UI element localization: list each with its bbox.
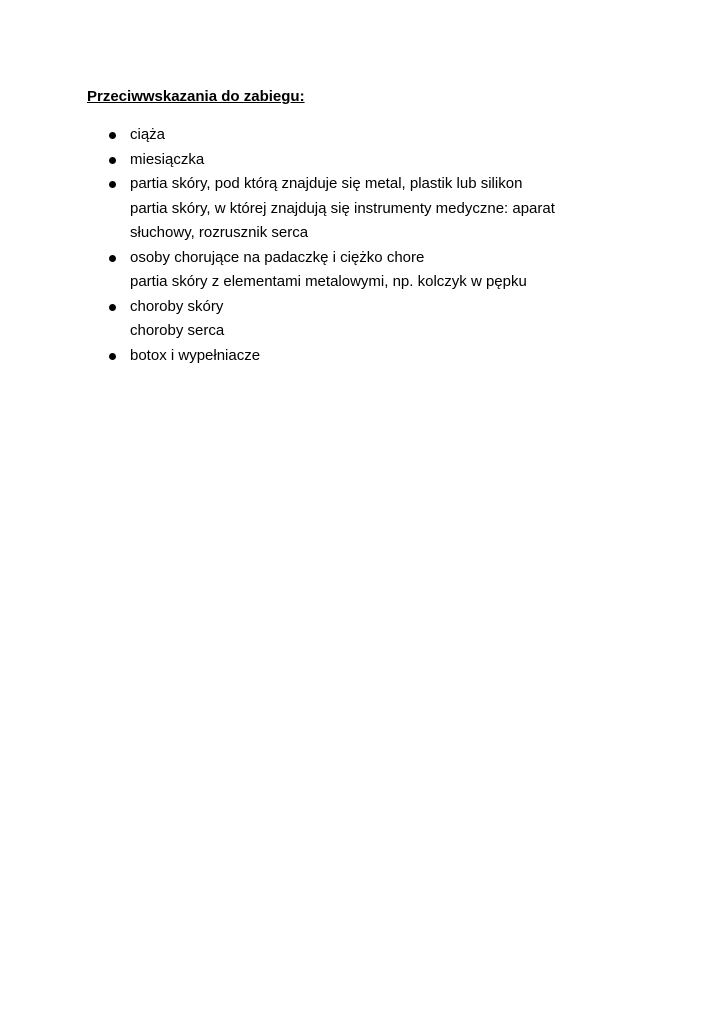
list-item-text: osoby chorujące na padaczkę i ciężko chore [130, 248, 425, 266]
bullet-icon [109, 255, 116, 262]
list-item-text: choroby skóry [130, 297, 224, 315]
list-item [0, 246, 600, 295]
list-item-text: partia skóry z elementami metalowymi, np. kolczyk w pępku [130, 273, 527, 290]
bullet-icon [109, 157, 116, 164]
list-item-text: choroby serca [130, 322, 225, 339]
list-item-text: botox i wypełniacze [130, 346, 261, 364]
list-item-text: miesiączka [130, 150, 205, 168]
bullet-icon [109, 353, 116, 360]
list-item [0, 295, 600, 344]
list-item [0, 123, 600, 148]
list-item [0, 172, 600, 246]
list-item [0, 344, 600, 369]
bullet-icon [109, 304, 116, 311]
contraindications-heading: Przeciwwskazania do zabiegu: [87, 88, 305, 105]
list-item-text: partia skóry, w której znajdują się instrumenty medyczne: aparat [130, 199, 555, 217]
list-item-text: ciąża [130, 126, 166, 143]
list-item-text: słuchowy, rozrusznik serca [130, 224, 309, 241]
list-item [0, 148, 600, 173]
bullet-icon [109, 181, 116, 188]
bullet-icon [109, 132, 116, 139]
contraindications-list [0, 123, 725, 368]
list-item-text: partia skóry, pod którą znajduje się metal, plastik lub silikon [130, 175, 523, 192]
